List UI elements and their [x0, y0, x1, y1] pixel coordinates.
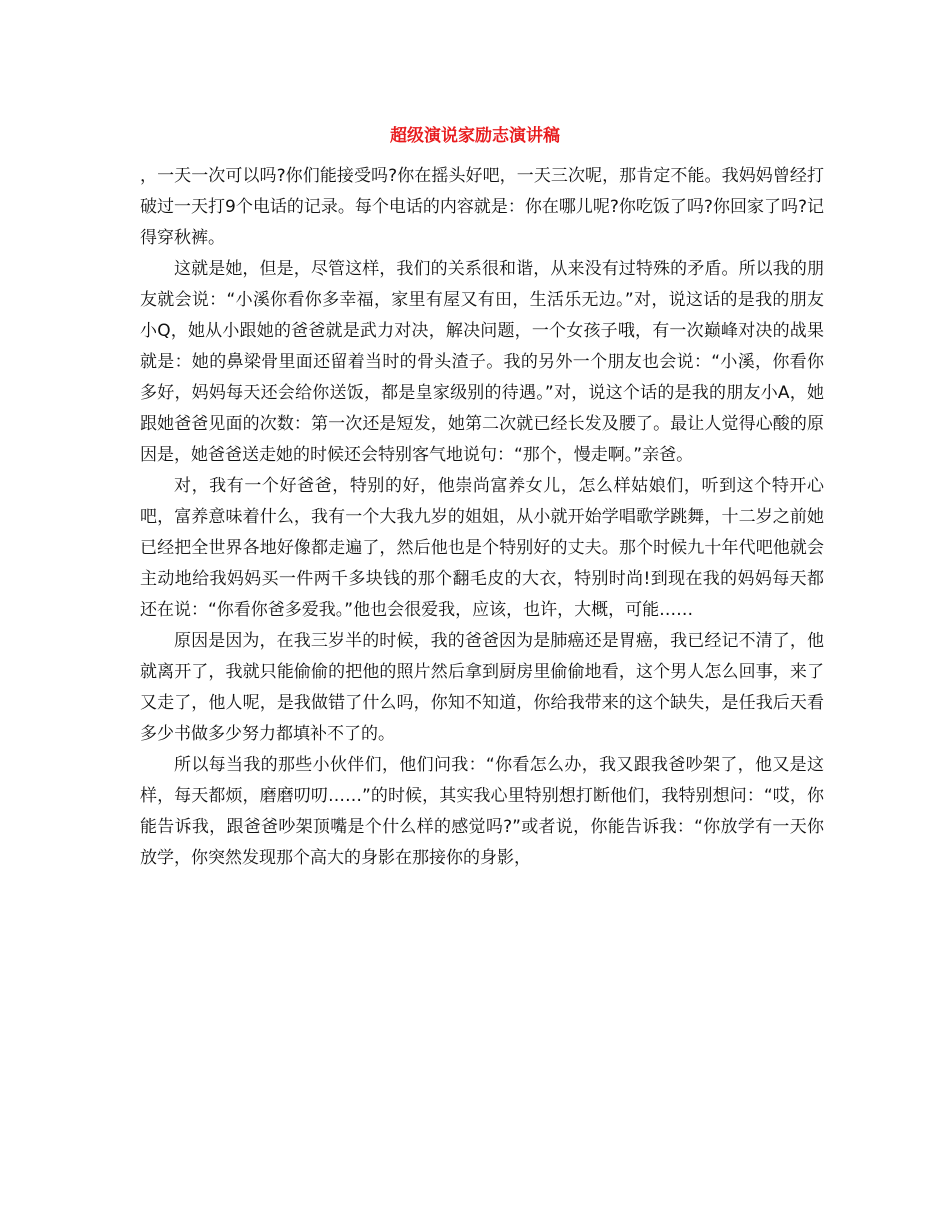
document-body [140, 161, 824, 874]
document-title: 超级演说家励志演讲稿 [390, 126, 560, 146]
paragraph-4: 原因是因为，在我三岁半的时候，我的爸爸因为是肺癌还是胃癌，我已经记不清了，他就离开了，我就只能偷偷的把他的照片然后拿到厨房里偷偷地看，这个男人怎么回事，来了又走了，他人呢，是我做错了什么吗，你知不知道，你给我带来的这个缺失，是任我后天看多少书做多少努力都填补不了的。 [140, 631, 824, 744]
paragraph-3: 对，我有一个好爸爸，特别的好，他崇尚富养女儿，怎么样姑娘们，听到这个特开心吧，富养意味着什么，我有一个大我九岁的姐姐，从小就开始学唱歌学跳舞，十二岁之前她已经把全世界各地好像都走遍了，然后他也是个特别好的丈夫。那个时候九十年代吧他就会主动地给我妈妈买一件两千多块钱的那个翻毛皮的大衣，特别时尚!到现在我的妈妈每天都还在说：“你看你爸多爱我。”他也会很爱我，应该，也许，大概，可能…… [140, 476, 824, 620]
paragraph-1: ，一天一次可以吗?你们能接受吗?你在摇头好吧，一天三次呢，那肯定不能。我妈妈曾经打破过一天打9个电话的记录。每个电话的内容就是：你在哪儿呢?你吃饭了吗?你回家了吗?记得穿秋裤。 [140, 166, 824, 248]
paragraph-2: 这就是她，但是，尽管这样，我们的关系很和谐，从来没有过特殊的矛盾。所以我的朋友就会说：“小溪你看你多幸福，家里有屋又有田，生活乐无边。”对，说这话的是我的朋友小Q，她从小跟她的爸爸就是武力对决，解决问题，一个女孩子哦，有一次巅峰对决的战果就是：她的鼻梁骨里面还留着当时的骨头渣子。我的另外一个朋友也会说：“小溪，你看你多好，妈妈每天还会给你送饭，都是皇家级别的待遇。”对，说这个话的是我的朋友小A，她跟她爸爸见面的次数：第一次还是短发，她第二次就已经长发及腰了。最让人觉得心酸的原因是，她爸爸送走她的时候还会特别客气地说句：“那个，慢走啊。”亲爸。 [140, 259, 824, 465]
paragraph-5: 所以每当我的那些小伙伴们，他们问我：“你看怎么办，我又跟我爸吵架了，他又是这样，每天都烦，磨磨叨叨……”的时候，其实我心里特别想打断他们，我特别想问：“哎，你能告诉我，跟爸爸吵架顶嘴是个什么样的感觉吗?”或者说，你能告诉我：“你放学有一天你放学，你突然发现那个高大的身影在那接你的身影， [140, 755, 824, 868]
